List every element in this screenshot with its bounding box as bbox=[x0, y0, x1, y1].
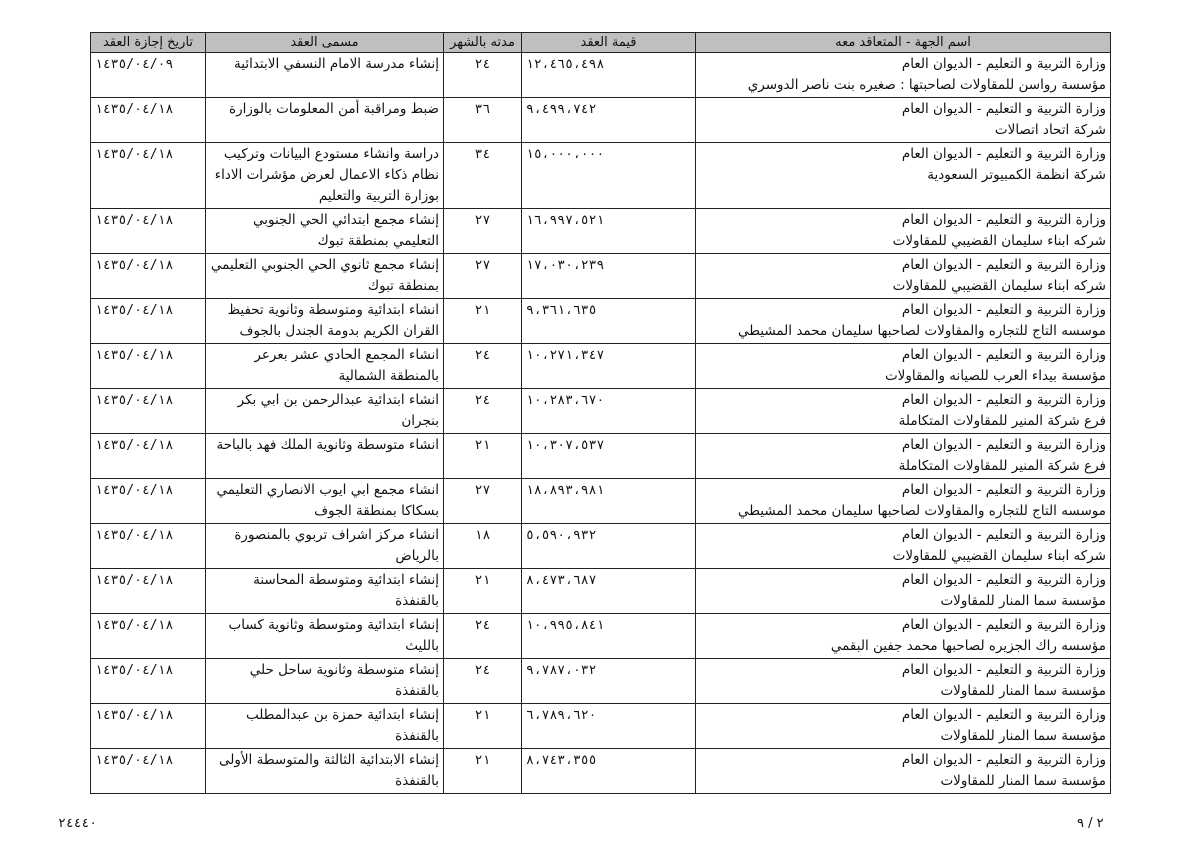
party-name: وزارة التربية و التعليم - الديوان العام bbox=[901, 146, 1106, 162]
party-name: وزارة التربية و التعليم - الديوان العام bbox=[901, 752, 1106, 768]
party-name: وزارة التربية و التعليم - الديوان العام bbox=[901, 662, 1106, 678]
party-name: وزارة التربية و التعليم - الديوان العام bbox=[901, 212, 1106, 228]
contract-date: ١٤٣٥/٠٤/١٨ bbox=[91, 479, 206, 524]
header-duration: مدته بالشهر bbox=[444, 33, 522, 53]
header-party: اسم الجهة - المتعاقد معه bbox=[696, 33, 1111, 53]
contractor-name: موسسه التاج للتجاره والمقاولات لصاحبها سليمان محمد المشيطي bbox=[737, 323, 1106, 339]
contracts-table bbox=[90, 32, 1111, 794]
contract-duration: ٣٤ bbox=[444, 143, 522, 209]
contract-value: ٨،٧٤٣،٣٥٥ bbox=[522, 749, 696, 794]
contract-duration: ٢٤ bbox=[444, 614, 522, 659]
contract-title: إنشاء ابتدائية حمزة بن عبدالمطلب بالقنفذة bbox=[206, 704, 444, 749]
table-row bbox=[91, 299, 1111, 344]
party-name: وزارة التربية و التعليم - الديوان العام bbox=[901, 56, 1106, 72]
contract-date: ١٤٣٥/٠٤/١٨ bbox=[91, 434, 206, 479]
contractor-name: مؤسسة سما المنار للمقاولات bbox=[940, 728, 1106, 744]
contract-duration: ٢٧ bbox=[444, 254, 522, 299]
contract-title: انشاء مركز اشراف تربوي بالمنصورة بالرياض bbox=[206, 524, 444, 569]
table-row bbox=[91, 569, 1111, 614]
contract-title: انشاء المجمع الحادي عشر بعرعر بالمنطقة الشمالية bbox=[206, 344, 444, 389]
contractor-name: شركة انظمة الكمبيوتر السعودية bbox=[927, 167, 1106, 183]
contract-date: ١٤٣٥/٠٤/١٨ bbox=[91, 569, 206, 614]
contract-duration: ٢٤ bbox=[444, 389, 522, 434]
table-row bbox=[91, 434, 1111, 479]
table-row bbox=[91, 53, 1111, 98]
contract-title: انشاء ابتدائية عبدالرحمن بن ابي بكر بنجران bbox=[206, 389, 444, 434]
contractor-name: مؤسسة رواسن للمقاولات لصاحبتها : صغيره بنت ناصر الدوسري bbox=[747, 77, 1106, 93]
header-value: قيمة العقد bbox=[522, 33, 696, 53]
contract-value: ١٠،٢٧١،٣٤٧ bbox=[522, 344, 696, 389]
party-cell bbox=[696, 524, 1111, 569]
header-title: مسمى العقد bbox=[206, 33, 444, 53]
party-cell bbox=[696, 344, 1111, 389]
party-name: وزارة التربية و التعليم - الديوان العام bbox=[901, 527, 1106, 543]
party-name: وزارة التربية و التعليم - الديوان العام bbox=[901, 482, 1106, 498]
contract-value: ١٦،٩٩٧،٥٢١ bbox=[522, 209, 696, 254]
contractor-name: موسسه التاج للتجاره والمقاولات لصاحبها سليمان محمد المشيطي bbox=[737, 503, 1106, 519]
contractor-name: شركه ابناء سليمان القضيبي للمقاولات bbox=[892, 278, 1106, 294]
party-cell bbox=[696, 389, 1111, 434]
contract-title: انشاء متوسطة وثانوية الملك فهد بالباحة bbox=[206, 434, 444, 479]
contractor-name: فرع شركة المنير للمقاولات المتكاملة bbox=[898, 458, 1106, 474]
party-cell bbox=[696, 434, 1111, 479]
contract-title: إنشاء الابتدائية الثالثة والمتوسطة الأولى بالقنفذة bbox=[206, 749, 444, 794]
contract-duration: ٢٤ bbox=[444, 344, 522, 389]
contractor-name: شركة اتحاد اتصالات bbox=[994, 122, 1106, 138]
party-cell bbox=[696, 749, 1111, 794]
contract-value: ٩،٤٩٩،٧٤٢ bbox=[522, 98, 696, 143]
table-row bbox=[91, 524, 1111, 569]
contract-duration: ٢٤ bbox=[444, 53, 522, 98]
contract-date: ١٤٣٥/٠٤/١٨ bbox=[91, 389, 206, 434]
party-cell bbox=[696, 209, 1111, 254]
table-row bbox=[91, 344, 1111, 389]
contract-date: ١٤٣٥/٠٤/١٨ bbox=[91, 659, 206, 704]
party-cell bbox=[696, 659, 1111, 704]
party-name: وزارة التربية و التعليم - الديوان العام bbox=[901, 437, 1106, 453]
table-row bbox=[91, 143, 1111, 209]
contractor-name: مؤسسة سما المنار للمقاولات bbox=[940, 593, 1106, 609]
contract-date: ١٤٣٥/٠٤/١٨ bbox=[91, 524, 206, 569]
contract-value: ١٥،٠٠٠،٠٠٠ bbox=[522, 143, 696, 209]
contract-title: إنشاء مجمع ابتدائي الحي الجنوبي التعليمي بمنطقة تبوك bbox=[206, 209, 444, 254]
party-cell bbox=[696, 704, 1111, 749]
contract-duration: ٢١ bbox=[444, 434, 522, 479]
contract-title: دراسة وانشاء مستودع البيانات وتركيب نظام ذكاء الاعمال لعرض مؤشرات الاداء بوزارة التربية والتعليم bbox=[206, 143, 444, 209]
contract-value: ٩،٧٨٧،٠٣٢ bbox=[522, 659, 696, 704]
party-cell bbox=[696, 614, 1111, 659]
table-row bbox=[91, 749, 1111, 794]
contract-duration: ٢١ bbox=[444, 704, 522, 749]
party-cell bbox=[696, 479, 1111, 524]
contract-value: ٦،٧٨٩،٦٢٠ bbox=[522, 704, 696, 749]
table-row bbox=[91, 98, 1111, 143]
contract-date: ١٤٣٥/٠٤/١٨ bbox=[91, 299, 206, 344]
party-name: وزارة التربية و التعليم - الديوان العام bbox=[901, 617, 1106, 633]
table-row bbox=[91, 209, 1111, 254]
contract-duration: ٢١ bbox=[444, 569, 522, 614]
contract-duration: ٢٤ bbox=[444, 659, 522, 704]
table-row bbox=[91, 254, 1111, 299]
contract-date: ١٤٣٥/٠٤/١٨ bbox=[91, 344, 206, 389]
party-name: وزارة التربية و التعليم - الديوان العام bbox=[901, 392, 1106, 408]
party-name: وزارة التربية و التعليم - الديوان العام bbox=[901, 707, 1106, 723]
contract-date: ١٤٣٥/٠٤/١٨ bbox=[91, 98, 206, 143]
party-name: وزارة التربية و التعليم - الديوان العام bbox=[901, 257, 1106, 273]
contract-date: ١٤٣٥/٠٤/١٨ bbox=[91, 704, 206, 749]
contractor-name: مؤسسه راك الجزيره لصاحبها محمد جفين البقمي bbox=[830, 638, 1106, 654]
contract-title: إنشاء مجمع ثانوي الحي الجنوبي التعليمي بمنطقة تبوك bbox=[206, 254, 444, 299]
party-cell bbox=[696, 569, 1111, 614]
table-row bbox=[91, 659, 1111, 704]
party-name: وزارة التربية و التعليم - الديوان العام bbox=[901, 302, 1106, 318]
party-cell bbox=[696, 98, 1111, 143]
table-row bbox=[91, 479, 1111, 524]
contractor-name: مؤسسة سما المنار للمقاولات bbox=[940, 683, 1106, 699]
contract-value: ١٠،٢٨٣،٦٧٠ bbox=[522, 389, 696, 434]
contract-value: ١٠،٩٩٥،٨٤١ bbox=[522, 614, 696, 659]
header-date: تاريخ إجازة العقد bbox=[91, 33, 206, 53]
contract-value: ١٠،٣٠٧،٥٣٧ bbox=[522, 434, 696, 479]
party-name: وزارة التربية و التعليم - الديوان العام bbox=[901, 101, 1106, 117]
contract-title: إنشاء ابتدائية ومتوسطة المحاسنة بالقنفذة bbox=[206, 569, 444, 614]
contract-value: ٥،٥٩٠،٩٣٢ bbox=[522, 524, 696, 569]
party-cell bbox=[696, 53, 1111, 98]
page-number: ٢ / ٩ bbox=[1077, 816, 1104, 831]
table-row bbox=[91, 614, 1111, 659]
table-header-row bbox=[91, 33, 1111, 53]
contractor-name: مؤسسة سما المنار للمقاولات bbox=[940, 773, 1106, 789]
contract-date: ١٤٣٥/٠٤/١٨ bbox=[91, 254, 206, 299]
contract-title: إنشاء ابتدائية ومتوسطة وثانوية كساب بالليث bbox=[206, 614, 444, 659]
contract-duration: ٣٦ bbox=[444, 98, 522, 143]
contract-duration: ٢١ bbox=[444, 299, 522, 344]
contract-value: ١٢،٤٦٥،٤٩٨ bbox=[522, 53, 696, 98]
contract-duration: ٢٧ bbox=[444, 479, 522, 524]
party-cell bbox=[696, 143, 1111, 209]
contract-duration: ٢١ bbox=[444, 749, 522, 794]
contract-title: انشاء ابتدائية ومتوسطة وثانوية تحفيظ القران الكريم بدومة الجندل بالجوف bbox=[206, 299, 444, 344]
contract-date: ١٤٣٥/٠٤/٠٩ bbox=[91, 53, 206, 98]
party-cell bbox=[696, 254, 1111, 299]
document-number: ٢٤٤٤٠ bbox=[58, 816, 98, 831]
contract-title: إنشاء متوسطة وثانوية ساحل حلي بالقنفذة bbox=[206, 659, 444, 704]
contract-title: ضبط ومراقبة أمن المعلومات بالوزارة bbox=[206, 98, 444, 143]
contractor-name: شركه ابناء سليمان القضيبي للمقاولات bbox=[892, 233, 1106, 249]
contract-date: ١٤٣٥/٠٤/١٨ bbox=[91, 143, 206, 209]
party-cell bbox=[696, 299, 1111, 344]
contractor-name: فرع شركة المنير للمقاولات المتكاملة bbox=[898, 413, 1106, 429]
contractor-name: شركه ابناء سليمان القضيبي للمقاولات bbox=[892, 548, 1106, 564]
contract-value: ١٨،٨٩٣،٩٨١ bbox=[522, 479, 696, 524]
contract-value: ١٧،٠٣٠،٢٣٩ bbox=[522, 254, 696, 299]
contract-value: ٩،٣٦١،٦٣٥ bbox=[522, 299, 696, 344]
contract-value: ٨،٤٧٣،٦٨٧ bbox=[522, 569, 696, 614]
contract-duration: ١٨ bbox=[444, 524, 522, 569]
contract-date: ١٤٣٥/٠٤/١٨ bbox=[91, 209, 206, 254]
party-name: وزارة التربية و التعليم - الديوان العام bbox=[901, 572, 1106, 588]
contractor-name: مؤسسة بيداء العرب للصيانه والمقاولات bbox=[884, 368, 1106, 384]
party-name: وزارة التربية و التعليم - الديوان العام bbox=[901, 347, 1106, 363]
contract-date: ١٤٣٥/٠٤/١٨ bbox=[91, 749, 206, 794]
contract-date: ١٤٣٥/٠٤/١٨ bbox=[91, 614, 206, 659]
contract-title: إنشاء مدرسة الامام النسفي الابتدائية bbox=[206, 53, 444, 98]
contract-duration: ٢٧ bbox=[444, 209, 522, 254]
contract-title: انشاء مجمع ابي ايوب الانصاري التعليمي بسكاكا بمنطقة الجوف bbox=[206, 479, 444, 524]
table-row bbox=[91, 389, 1111, 434]
table-row bbox=[91, 704, 1111, 749]
